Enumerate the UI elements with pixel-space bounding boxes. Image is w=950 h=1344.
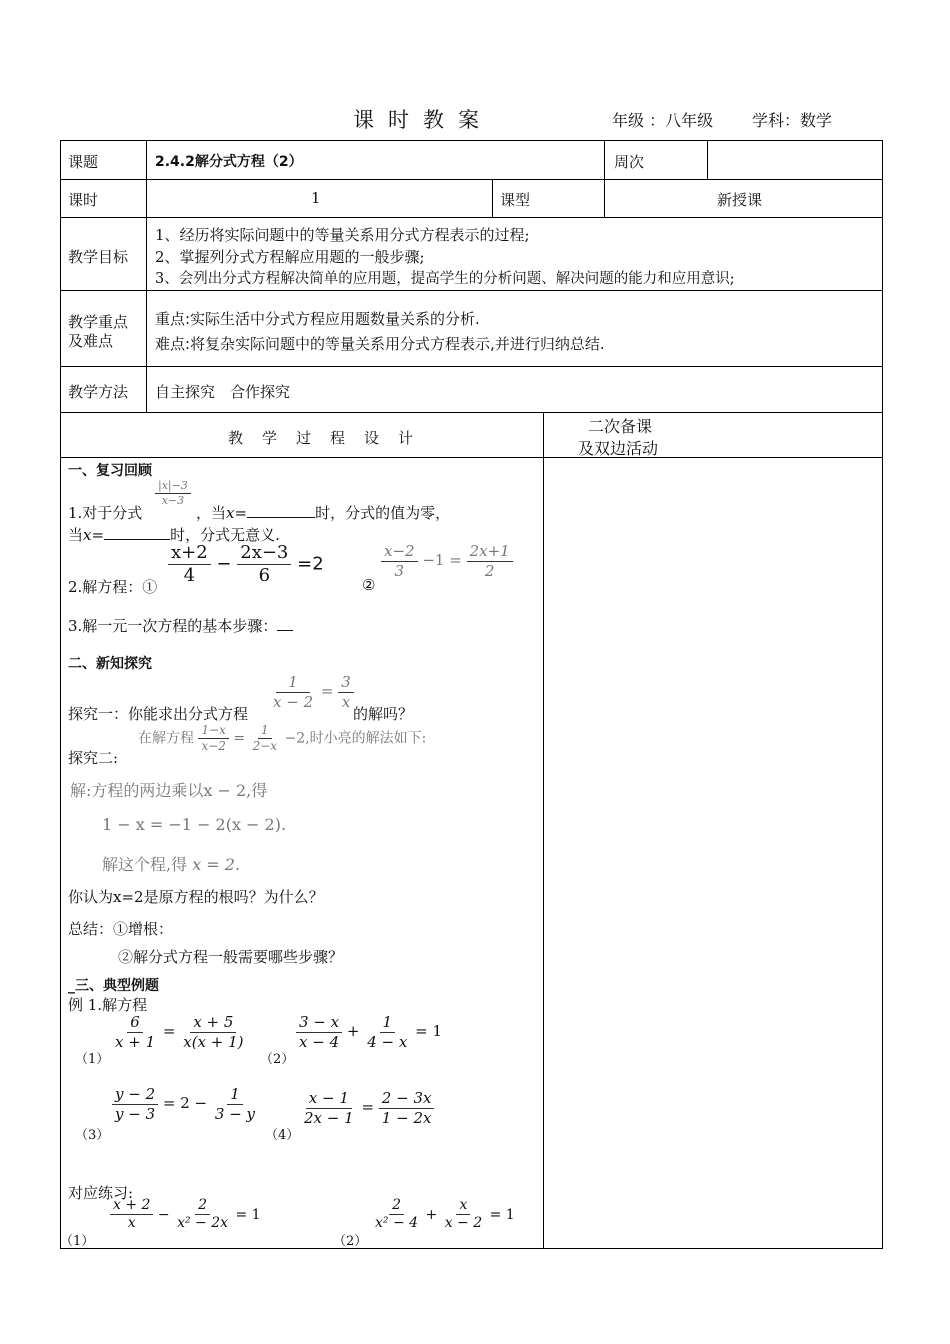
second-prep-heading: 二次备课 [588, 417, 653, 436]
q1-text: 1.对于分式 [68, 504, 143, 522]
goal-item: 2、掌握列分式方程解应用题的一般步骤; [155, 248, 425, 266]
goals-label: 教学目标 [68, 248, 129, 266]
ex-2-num1: 1−x [198, 724, 228, 739]
q1-frac-den: x−3 [161, 494, 185, 508]
p1-den2: x² − 2x [177, 1215, 229, 1232]
p2-num2: x [456, 1198, 470, 1215]
p1-den1: x [127, 1215, 136, 1232]
eq2-num2: 2x+1 [467, 543, 513, 562]
ex2-label: （2） [260, 1052, 295, 1067]
eq1-num2: 2x−3 [237, 543, 291, 565]
e4-den2: 1 − 2x [381, 1108, 432, 1127]
difficulty-text: 难点:将复杂实际问题中的等量关系用分式方程表示,并进行归纳总结. [155, 335, 605, 353]
eq2-num1: x−2 [381, 543, 418, 562]
q3-text: 3.解一元一次方程的基本步骤： [68, 617, 278, 635]
ex-1-num1: 1 [276, 674, 310, 693]
hours-label: 课时 [68, 191, 99, 209]
explore-1-question: 的解吗？ [353, 705, 414, 723]
ex4-label: （4） [265, 1128, 300, 1143]
e1-num2: x + 5 [190, 1014, 236, 1033]
q2-equation-2 [381, 543, 513, 579]
q1-rest [196, 502, 450, 523]
subject-label: 学科：数学 [752, 111, 833, 130]
e4-eq: = [361, 1098, 375, 1116]
topic-label: 课题 [68, 153, 99, 171]
q1-text-d: 时，分式的值为零， [315, 504, 451, 522]
ex3-label: （3） [75, 1128, 110, 1143]
p2-den1: x² − 4 [375, 1215, 419, 1232]
e2-rhs: = 1 [415, 1022, 443, 1040]
eq1-den1: 4 [183, 564, 196, 586]
p1-rhs: = 1 [235, 1206, 261, 1223]
q1-text-g: 时，分式无意义. [170, 526, 280, 544]
e4-den1: 2x − 1 [304, 1108, 354, 1127]
process-heading: 教 学 过 程 设 计 [228, 429, 416, 447]
ex-1-num2: 3 [338, 674, 354, 693]
root-question: 你认为x=2是原方程的根吗？为什么？ [68, 888, 324, 906]
ex-1-den2: x [341, 692, 351, 711]
summary-2: ②解分式方程一般需要哪些步骤？ [118, 948, 344, 966]
q2-label: 2.解方程：① [68, 578, 158, 596]
q2-equation-1 [168, 543, 324, 586]
e4-num2: 2 − 3x [379, 1090, 435, 1109]
e2-num1: 3 − x [296, 1014, 342, 1033]
ex1-label: （1） [75, 1052, 110, 1067]
explore-2-label: 探究二: [68, 749, 119, 767]
q1-var: x [226, 504, 235, 522]
solution-line-3 [102, 852, 240, 875]
p2-plus: + [425, 1206, 438, 1223]
goal-item: 3、会列出分式方程解决简单的应用题，提高学生的分析问题、解决问题的能力和应用意识; [155, 271, 735, 287]
eq2-den1: 3 [394, 561, 405, 580]
ex-2-eq: = [233, 730, 246, 747]
q1-frac-num: |x|−3 [155, 480, 191, 494]
hours-value: 1 [311, 189, 321, 207]
p2-rhs: = 1 [489, 1206, 515, 1223]
week-label: 周次 [614, 153, 645, 171]
explore-1-equation [270, 674, 354, 710]
section-review-title: 一、复习回顾 [68, 463, 152, 479]
e3-num1: y − 2 [112, 1086, 158, 1105]
topic-value: 2.4.2解分式方程（2） [155, 154, 303, 170]
summary-1: 总结：①增根： [68, 920, 174, 938]
q1-blank-2[interactable] [104, 526, 170, 540]
section-examples-title: _三、典型例题 [68, 978, 159, 994]
example-2-equation [296, 1014, 442, 1050]
eq2-den2: 2 [484, 561, 495, 580]
second-prep-heading-2: 及双边活动 [578, 439, 659, 458]
e2-den1: x − 4 [299, 1032, 340, 1051]
q1-text-b: ，当 [196, 504, 227, 522]
example-label: 例 1.解方程 [68, 996, 148, 1014]
sol-3-result: x = 2. [192, 855, 241, 874]
keypoint-text: 重点:实际生活中分式方程应用题数量关系的分析. [155, 310, 480, 328]
example-1-equation [112, 1014, 247, 1050]
e2-den2: 4 − x [367, 1032, 408, 1051]
p2-label: （2） [333, 1234, 368, 1249]
p2-num1: 2 [389, 1198, 404, 1215]
eq1-rhs: =2 [297, 553, 324, 575]
eq1-minus: − [216, 553, 232, 575]
example-4-equation [301, 1090, 434, 1126]
q1-blank[interactable] [247, 504, 315, 518]
ex-2-den1: x−2 [201, 739, 226, 754]
method-value: 自主探究 合作探究 [155, 383, 291, 401]
explore-1-text: 探究一：你能求出分式方程 [68, 705, 249, 723]
type-label: 课型 [500, 191, 531, 209]
eq1-num1: x+2 [168, 543, 211, 565]
p1-label: （1） [60, 1234, 95, 1249]
eq1-den2: 6 [258, 564, 271, 586]
e1-den2: x(x + 1) [183, 1032, 244, 1051]
q1-eq-2: = [91, 526, 105, 544]
p1-minus: − [157, 1206, 170, 1223]
q1-eq: = [234, 504, 248, 522]
eq2-mid: −1 = [422, 551, 462, 569]
e4-num1: x − 1 [306, 1090, 352, 1109]
lesson-plan-title: 课时教案 [353, 108, 493, 132]
solution-line-1: 解:方程的两边乘以x − 2,得 [70, 781, 268, 800]
ex-1-den1: x − 2 [273, 692, 314, 711]
explore-2-equation [138, 724, 426, 753]
keypoints-label-2: 及难点 [68, 332, 114, 350]
e3-den1: y − 3 [115, 1104, 156, 1123]
practice-2-equation [372, 1198, 515, 1232]
e2-plus: + [346, 1022, 360, 1040]
sol-3-text: 解这个程,得 [102, 855, 188, 874]
method-label: 教学方法 [68, 383, 129, 401]
q3-blank[interactable] [277, 617, 293, 631]
p1-num2: 2 [195, 1198, 210, 1215]
ex-2-rest: −2,时小亮的解法如下: [284, 730, 427, 747]
ex-1-eq: = [320, 682, 334, 700]
section-explore-title: 二、新知探究 [68, 656, 152, 672]
e3-mid: = 2 − [162, 1094, 208, 1112]
q2-circle-2: ② [362, 576, 376, 594]
question-1 [68, 502, 142, 523]
grade-label: 年级 ：八年级 [612, 111, 714, 130]
keypoints-label: 教学重点 [68, 313, 129, 331]
e1-num1: 6 [127, 1014, 143, 1033]
e3-den2: 3 − y [214, 1104, 256, 1123]
ex-2-num2: 1 [258, 724, 272, 739]
example-3-equation [112, 1086, 258, 1122]
practice-label: 对应练习: [68, 1184, 134, 1202]
e2-num2: 1 [380, 1014, 396, 1033]
e3-num2: 1 [227, 1086, 243, 1105]
q3 [68, 615, 293, 636]
ex-2-den2: 2−x [252, 739, 278, 754]
q1-var-2: x [83, 526, 92, 544]
practice-1-equation [110, 1198, 261, 1232]
ex-2-intro: 在解方程 [138, 730, 194, 747]
q1-fraction [155, 480, 191, 507]
solution-line-2: 1 − x = −1 − 2(x − 2). [102, 815, 287, 834]
p2-den2: x − 2 [444, 1215, 483, 1232]
goal-item: 1、经历将实际问题中的等量关系用分式方程表示的过程; [155, 226, 530, 244]
e1-eq: = [162, 1022, 176, 1040]
e1-den1: x + 1 [115, 1032, 156, 1051]
q1-text-e: 当 [68, 526, 84, 544]
type-value: 新授课 [717, 191, 763, 209]
p1-num1: x + 2 [110, 1198, 153, 1215]
